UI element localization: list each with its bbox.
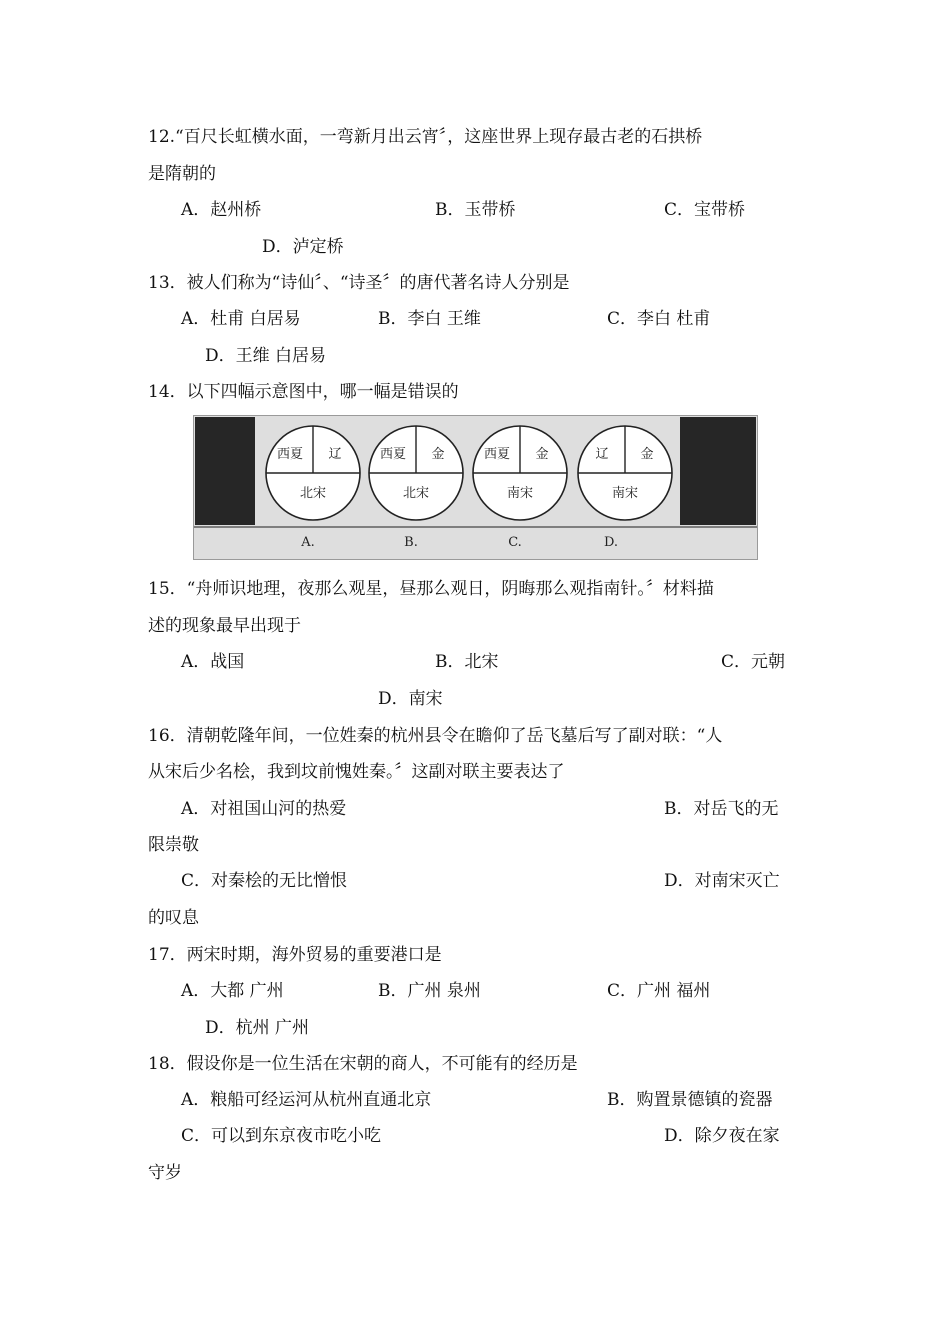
diagram-d-bottom: 南宋 bbox=[611, 486, 639, 501]
question-18-option-a: A．粮船可经运河从杭州直通北京 bbox=[181, 1090, 432, 1110]
question-15-stem-line-1: 15．“舟师识地理，夜那么观星，昼那么观日，阴晦那么观指南针。〞材料描 bbox=[148, 579, 714, 599]
question-15-option-d: D．南宋 bbox=[378, 689, 443, 709]
question-15-option-c: C．元朝 bbox=[721, 652, 786, 672]
question-12-stem-line-1: 12.“百尺长虹横水面，一弯新月出云宵〞，这座世界上现存最古老的石拱桥 bbox=[148, 127, 703, 147]
question-13-option-b: B．李白 王维 bbox=[378, 309, 481, 329]
question-15-stem-line-2: 述的现象最早出现于 bbox=[148, 616, 301, 636]
diagram-d-top-left: 辽 bbox=[595, 447, 609, 462]
question-15-option-a: A．战国 bbox=[181, 652, 245, 672]
regime-diagrams bbox=[193, 415, 758, 560]
diagram-b-top-left: 西夏 bbox=[379, 447, 407, 462]
diagram-a-label: A. bbox=[301, 535, 315, 550]
question-17-option-b: B．广州 泉州 bbox=[378, 981, 481, 1001]
diagram-a-top-right: 辽 bbox=[328, 447, 342, 462]
question-12-option-d: D．泸定桥 bbox=[262, 237, 344, 257]
question-14-stem: 14．以下四幅示意图中，哪一幅是错误的 bbox=[148, 382, 459, 402]
diagram-c-label: C. bbox=[508, 535, 522, 550]
diagram-b-bottom: 北宋 bbox=[402, 486, 430, 501]
diagram-b-label: B. bbox=[404, 535, 418, 550]
question-16-option-a: A．对祖国山河的热爱 bbox=[181, 799, 347, 819]
question-17-option-d: D．杭州 广州 bbox=[205, 1018, 310, 1038]
diagram-d-label: D. bbox=[603, 535, 619, 550]
question-16-option-b: B．对岳飞的无 bbox=[664, 799, 779, 819]
question-16-option-c: C．对秦桧的无比憎恨 bbox=[181, 871, 348, 891]
question-16-stem-line-2: 从宋后少名桧，我到坟前愧姓秦。〞这副对联主要表达了 bbox=[148, 762, 565, 782]
diagram-c-bottom: 南宋 bbox=[506, 486, 534, 501]
question-16-stem-line-1: 16．清朝乾隆年间，一位姓秦的杭州县令在瞻仰了岳飞墓后写了副对联：“人 bbox=[148, 726, 723, 746]
question-13-option-c: C．李白 杜甫 bbox=[607, 309, 711, 329]
diagram-a-top-left: 西夏 bbox=[276, 447, 304, 462]
question-18-option-d-cont: 守岁 bbox=[148, 1163, 182, 1183]
question-12-option-c: C．宝带桥 bbox=[664, 200, 746, 220]
question-17-option-a: A．大都 广州 bbox=[181, 981, 284, 1001]
diagram-d-top-right: 金 bbox=[640, 447, 654, 462]
question-18-option-c: C．可以到东京夜市吃小吃 bbox=[181, 1126, 382, 1146]
diagram-c-top-left: 西夏 bbox=[483, 447, 511, 462]
question-12-option-b: B．玉带桥 bbox=[435, 200, 516, 220]
question-18-option-d: D．除夕夜在家 bbox=[664, 1126, 780, 1146]
diagram-a-bottom: 北宋 bbox=[299, 486, 327, 501]
question-13-option-d: D．王维 白居易 bbox=[205, 346, 327, 366]
question-12-stem-line-2: 是隋朝的 bbox=[148, 164, 216, 184]
diagram-b-top-right: 金 bbox=[431, 447, 445, 462]
question-14-figure bbox=[193, 415, 758, 560]
question-16-option-d-cont: 的叹息 bbox=[148, 908, 199, 928]
question-17-stem: 17．两宋时期，海外贸易的重要港口是 bbox=[148, 945, 442, 965]
question-13-stem: 13．被人们称为“诗仙〞、“诗圣〞的唐代著名诗人分别是 bbox=[148, 273, 570, 293]
question-15-option-b: B．北宋 bbox=[435, 652, 499, 672]
question-16-option-d: D．对南宋灭亡 bbox=[664, 871, 780, 891]
diagram-c-top-right: 金 bbox=[535, 447, 549, 462]
question-12-option-a: A．赵州桥 bbox=[181, 200, 262, 220]
question-16-option-b-cont: 限崇敬 bbox=[148, 835, 199, 855]
question-13-option-a: A．杜甫 白居易 bbox=[181, 309, 301, 329]
question-17-option-c: C．广州 福州 bbox=[607, 981, 711, 1001]
question-18-option-b: B．购置景德镇的瓷器 bbox=[607, 1090, 773, 1110]
question-18-stem: 18．假设你是一位生活在宋朝的商人，不可能有的经历是 bbox=[148, 1054, 578, 1074]
